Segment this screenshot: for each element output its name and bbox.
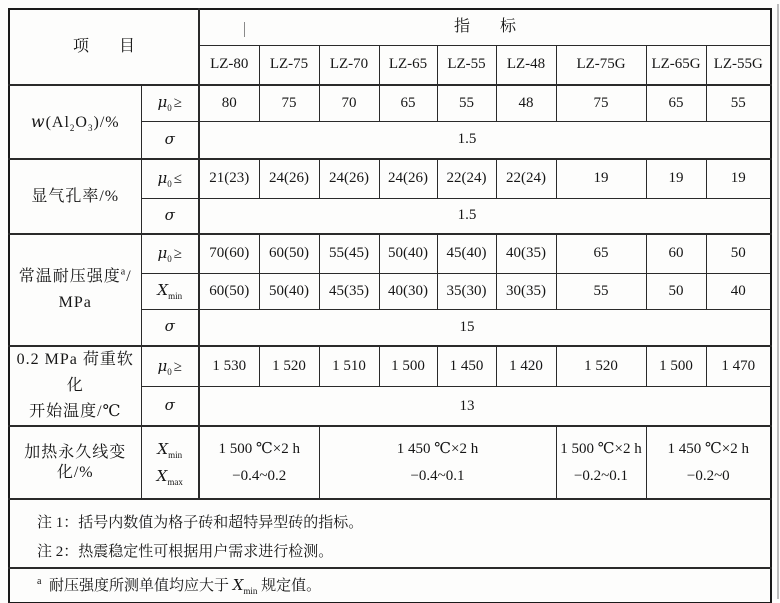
sigma-symbol: σ xyxy=(164,205,175,224)
sigma-value-cell: 1.5 xyxy=(199,121,771,159)
ccs-label-line1 xyxy=(10,264,141,290)
ccs-label-cell xyxy=(9,234,141,346)
stat-mu0-ge xyxy=(141,85,199,121)
value-cell: 40(30) xyxy=(379,273,437,309)
ge-symbol: ≥ xyxy=(173,358,182,375)
xmin-label xyxy=(142,436,199,463)
index-header-cell xyxy=(199,9,771,45)
value-cell: 19 xyxy=(646,159,706,198)
al2o3-label-part: O xyxy=(75,113,88,131)
value-cell: 55 xyxy=(556,273,646,309)
value-cell: 21(23) xyxy=(199,159,259,198)
mu-symbol: μ xyxy=(157,356,168,375)
footnote-marker: a xyxy=(37,575,42,587)
value-cell: 60(50) xyxy=(199,273,259,309)
al2o3-sub: 2 xyxy=(69,122,76,133)
al2o3-label-part: (Al xyxy=(45,113,70,131)
softening-label-line2: 开始温度/℃ xyxy=(29,403,122,420)
stat-mu0-le xyxy=(141,159,199,198)
value-cell: 1 500 xyxy=(379,346,437,387)
plc-range: −0.4~0.2 xyxy=(232,467,287,484)
al2o3-sub: 3 xyxy=(87,122,94,133)
stat-xmin-xmax xyxy=(141,426,199,499)
value-cell: 30(35) xyxy=(496,273,556,309)
value-cell: 65 xyxy=(646,85,706,121)
value-cell: 60 xyxy=(646,234,706,273)
mu-subscript: 0 xyxy=(167,103,172,114)
grade-header: LZ-75 xyxy=(259,45,319,85)
plc-condition: 1 450 ℃×2 h xyxy=(667,440,750,457)
value-cell: 55 xyxy=(437,85,496,121)
value-cell: 19 xyxy=(556,159,646,198)
value-cell: 80 xyxy=(199,85,259,121)
grade-header: LZ-75G xyxy=(556,45,646,85)
grade-header: LZ-70 xyxy=(319,45,379,85)
index-header-label: 指 标 xyxy=(454,18,517,36)
value-cell: 24(26) xyxy=(259,159,319,198)
value-cell: 22(24) xyxy=(437,159,496,198)
x-symbol: X xyxy=(232,575,244,594)
plc-range: −0.2~0 xyxy=(686,467,730,484)
value-cell: 50(40) xyxy=(259,273,319,309)
mu-subscript: 0 xyxy=(167,366,172,377)
footnote-row xyxy=(9,568,771,603)
value-cell: 70 xyxy=(319,85,379,121)
softening-label-cell xyxy=(9,346,141,426)
stat-sigma xyxy=(141,198,199,234)
al2o3-label-cell xyxy=(9,85,141,159)
header-row-1 xyxy=(9,9,771,45)
value-cell: 1 510 xyxy=(319,346,379,387)
footnote-cell xyxy=(9,568,771,603)
x-symbol: X xyxy=(157,439,169,458)
value-cell: 50 xyxy=(646,273,706,309)
stat-xmin xyxy=(141,273,199,309)
sigma-symbol: σ xyxy=(164,317,175,336)
sigma-symbol: σ xyxy=(164,396,175,415)
mu-symbol: μ xyxy=(157,168,168,187)
al2o3-mu-row xyxy=(9,85,771,121)
stat-mu0-ge xyxy=(141,346,199,387)
porosity-label-cell: 显气孔率/% xyxy=(9,159,141,234)
al2o3-w: w xyxy=(30,111,46,131)
value-cell: 45(40) xyxy=(437,234,496,273)
value-cell: 50 xyxy=(706,234,771,273)
value-cell: 75 xyxy=(259,85,319,121)
grade-header: LZ-65 xyxy=(379,45,437,85)
value-cell: 60(50) xyxy=(259,234,319,273)
stat-sigma xyxy=(141,387,199,426)
mu-symbol: μ xyxy=(157,243,168,262)
plc-condition: 1 500 ℃×2 h xyxy=(218,440,301,457)
sigma-value-cell: 15 xyxy=(199,309,771,346)
value-cell: 1 420 xyxy=(496,346,556,387)
plc-cell-lz80-75 xyxy=(199,426,319,499)
plc-cell-lz65g-55g xyxy=(646,426,771,499)
mu-symbol: μ xyxy=(157,93,168,112)
value-cell: 65 xyxy=(379,85,437,121)
note-1: 注 1：括号内数值为格子砖和超特异型砖的指标。 xyxy=(37,515,364,531)
al2o3-label-part: )/% xyxy=(93,113,120,131)
value-cell: 22(24) xyxy=(496,159,556,198)
plc-cell-lz70-48 xyxy=(319,426,556,499)
value-cell: 40(35) xyxy=(496,234,556,273)
sigma-value-cell: 13 xyxy=(199,387,771,426)
value-cell: 1 520 xyxy=(556,346,646,387)
plc-row xyxy=(9,426,771,499)
notes-cell xyxy=(9,499,771,568)
grade-header: LZ-80 xyxy=(199,45,259,85)
xmax-label xyxy=(142,463,199,490)
stat-sigma xyxy=(141,309,199,346)
plc-cell-lz75g xyxy=(556,426,646,499)
value-cell: 1 520 xyxy=(259,346,319,387)
item-header-label: 项 目 xyxy=(73,38,136,55)
le-symbol: ≤ xyxy=(173,170,182,187)
value-cell: 1 500 xyxy=(646,346,706,387)
value-cell: 70(60) xyxy=(199,234,259,273)
softening-label-line1: 0.2 MPa 荷重软化 xyxy=(16,351,134,394)
ge-symbol: ≥ xyxy=(173,245,182,262)
value-cell: 1 530 xyxy=(199,346,259,387)
sigma-value-cell: 1.5 xyxy=(199,198,771,234)
value-cell: 1 470 xyxy=(706,346,771,387)
min-subscript: min xyxy=(168,449,183,460)
value-cell: 55(45) xyxy=(319,234,379,273)
value-cell: 40 xyxy=(706,273,771,309)
ge-symbol: ≥ xyxy=(173,95,182,112)
stat-mu0-ge xyxy=(141,234,199,273)
value-cell: 45(35) xyxy=(319,273,379,309)
porosity-mu-row xyxy=(9,159,771,198)
value-cell: 50(40) xyxy=(379,234,437,273)
plc-range: −0.4~0.1 xyxy=(410,467,465,484)
plc-condition: 1 500 ℃×2 h xyxy=(560,440,642,457)
mu-subscript: 0 xyxy=(167,178,172,189)
footnote-text-post: 规定值。 xyxy=(257,577,322,594)
item-header-cell xyxy=(9,9,199,85)
ccs-label-line2: MPa xyxy=(58,294,92,311)
grade-header: LZ-55 xyxy=(437,45,496,85)
plc-label-cell: 加热永久线变化/% xyxy=(9,426,141,499)
grade-header: LZ-55G xyxy=(706,45,771,85)
ccs-label-text: 常温耐压强度 xyxy=(18,268,121,285)
notes-row xyxy=(9,499,771,568)
plc-condition: 1 450 ℃×2 h xyxy=(396,440,479,457)
value-cell: 24(26) xyxy=(319,159,379,198)
sigma-symbol: σ xyxy=(164,129,175,148)
mu-subscript: 0 xyxy=(167,253,172,264)
value-cell: 19 xyxy=(706,159,771,198)
grade-header: LZ-48 xyxy=(496,45,556,85)
x-symbol: X xyxy=(156,466,168,485)
ccs-label-slash: / xyxy=(126,268,132,285)
spec-table xyxy=(8,8,772,603)
value-cell: 1 450 xyxy=(437,346,496,387)
value-cell: 65 xyxy=(556,234,646,273)
max-subscript: max xyxy=(167,476,183,487)
value-cell: 48 xyxy=(496,85,556,121)
value-cell: 55 xyxy=(706,85,771,121)
ccs-footnote-marker: a xyxy=(120,266,127,278)
scan-edge-line xyxy=(777,4,779,599)
grade-header: LZ-65G xyxy=(646,45,706,85)
x-symbol: X xyxy=(157,281,169,300)
stat-sigma xyxy=(141,121,199,159)
min-subscript: min xyxy=(243,585,258,596)
min-subscript: min xyxy=(168,291,183,302)
value-cell: 24(26) xyxy=(379,159,437,198)
footnote-text-pre: 耐压强度所测单值均应大于 xyxy=(41,577,233,594)
note-2: 注 2：热震稳定性可根据用户需求进行检测。 xyxy=(37,544,334,560)
value-cell: 75 xyxy=(556,85,646,121)
softening-mu-row xyxy=(9,346,771,387)
value-cell: 35(30) xyxy=(437,273,496,309)
plc-range: −0.2~0.1 xyxy=(573,467,629,484)
ccs-mu-row xyxy=(9,234,771,273)
